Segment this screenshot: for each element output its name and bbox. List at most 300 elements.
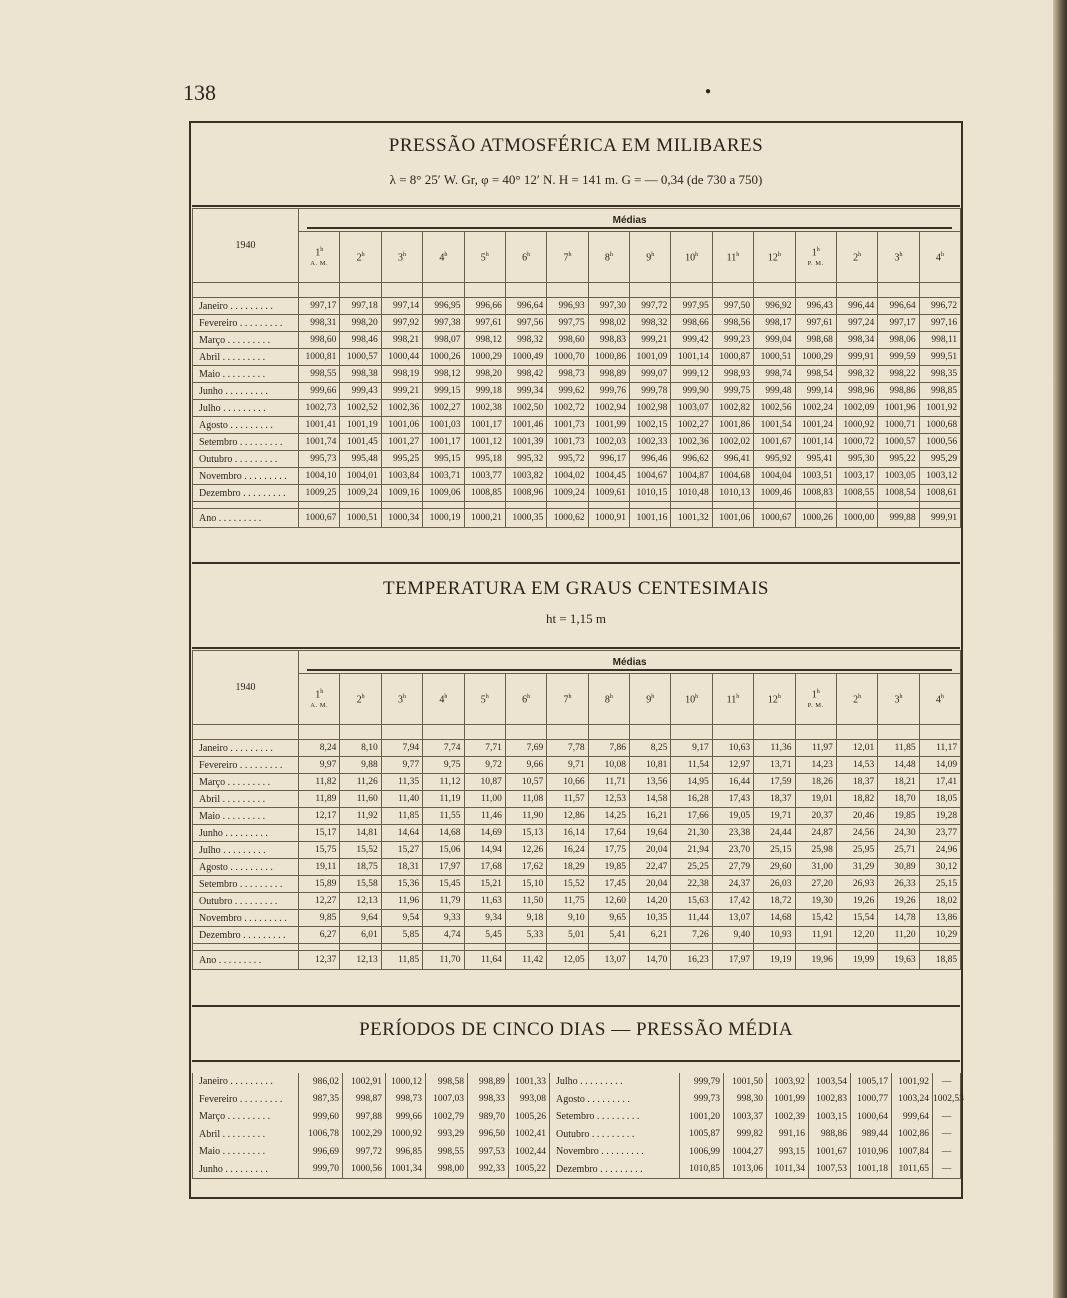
value-cell: 1007,03 [426, 1091, 468, 1109]
value-cell: 5,85 [381, 927, 422, 944]
value-cell: 1001,45 [340, 434, 381, 451]
table-row [193, 451, 961, 468]
table-row [193, 383, 961, 400]
value-cell: 996,64 [505, 298, 546, 315]
value-cell: 15,17 [299, 825, 340, 842]
value-cell: 999,51 [919, 349, 961, 366]
temperature-top-rule [192, 647, 960, 649]
value-cell: 998,12 [464, 332, 505, 349]
temperature-table [192, 650, 961, 970]
value-cell: 995,32 [505, 451, 546, 468]
value-cell: 13,07 [588, 951, 629, 970]
table-row [193, 1126, 961, 1144]
value-cell: 1010,96 [851, 1143, 892, 1161]
table-row [193, 468, 961, 485]
value-cell: 19,64 [630, 825, 671, 842]
value-cell: 31,00 [795, 859, 836, 876]
value-cell: 17,97 [712, 951, 753, 970]
value-cell: 1002,03 [588, 434, 629, 451]
value-cell: 1004,67 [630, 468, 671, 485]
value-cell: 999,88 [878, 509, 919, 528]
value-cell: 1009,25 [299, 485, 340, 502]
value-cell: 15,54 [836, 910, 877, 927]
hour-suffix: h [858, 694, 862, 701]
hour-number: 3 [894, 694, 900, 706]
month-label: Agosto . . . . . . . . . [550, 1091, 680, 1109]
pressure-title: PRESSÃO ATMOSFÉRICA EM MILIBARES [388, 135, 764, 156]
value-cell: 14,68 [423, 825, 464, 842]
value-cell: 9,88 [340, 757, 381, 774]
value-cell: 997,30 [588, 298, 629, 315]
value-cell: 19,28 [919, 808, 961, 825]
year-header: 1940 [193, 651, 299, 725]
table-row [193, 349, 961, 366]
month-label: Dezembro . . . . . . . . . [193, 485, 299, 502]
value-cell: 11,63 [464, 893, 505, 910]
month-label: Março . . . . . . . . . [193, 774, 299, 791]
value-cell: 14,95 [671, 774, 712, 791]
value-cell: 991,16 [767, 1126, 809, 1144]
value-cell: 1003,37 [724, 1108, 767, 1126]
value-cell: 996,66 [464, 298, 505, 315]
table-row [193, 1143, 961, 1161]
value-cell: 1008,96 [505, 485, 546, 502]
value-cell: 996,44 [836, 298, 877, 315]
book-gutter [1053, 0, 1067, 1298]
value-cell: 1002,29 [343, 1126, 386, 1144]
value-cell: 9,66 [505, 757, 546, 774]
value-cell: 995,15 [423, 451, 464, 468]
value-cell: 1001,16 [630, 509, 671, 528]
hour-number: 3 [397, 252, 403, 264]
month-label: Março . . . . . . . . . [193, 332, 299, 349]
value-cell: 11,79 [423, 893, 464, 910]
value-cell: 11,19 [423, 791, 464, 808]
hour-suffix: h [695, 694, 699, 701]
value-cell: 25,95 [836, 842, 877, 859]
value-cell: 998,30 [724, 1091, 767, 1109]
value-cell: — [933, 1161, 961, 1179]
value-cell: 18,75 [340, 859, 381, 876]
hour-header [919, 232, 961, 283]
value-cell: 998,73 [547, 366, 588, 383]
value-cell: 30,12 [919, 859, 961, 876]
hour-number: 12 [767, 694, 778, 706]
table-row [193, 951, 961, 970]
value-cell: 17,64 [588, 825, 629, 842]
hour-header [299, 232, 340, 283]
month-label: Setembro . . . . . . . . . [550, 1108, 680, 1126]
value-cell: 9,17 [671, 740, 712, 757]
value-cell: 1013,06 [724, 1161, 767, 1179]
value-cell: 1000,71 [878, 417, 919, 434]
value-cell: 1000,29 [795, 349, 836, 366]
value-cell: 1002,53 [933, 1091, 961, 1109]
hour-header [340, 674, 381, 725]
value-cell: 999,82 [724, 1126, 767, 1144]
value-cell: 17,41 [919, 774, 961, 791]
table-row [193, 485, 961, 502]
value-cell: 1000,19 [423, 509, 464, 528]
hour-header [919, 674, 961, 725]
value-cell: 27,20 [795, 876, 836, 893]
value-cell: 998,31 [299, 315, 340, 332]
value-cell: 1000,26 [795, 509, 836, 528]
value-cell: 999,15 [423, 383, 464, 400]
hour-header [547, 232, 588, 283]
value-cell: 11,20 [878, 927, 919, 944]
value-cell: 9,97 [299, 757, 340, 774]
value-cell: 999,04 [754, 332, 795, 349]
hour-number: 2 [853, 694, 859, 706]
value-cell: 11,40 [381, 791, 422, 808]
value-cell: 24,56 [836, 825, 877, 842]
hour-number: 7 [563, 694, 569, 706]
value-cell: 11,85 [381, 808, 422, 825]
temperature-bottom-rule [192, 1005, 960, 1007]
value-cell: 1000,26 [423, 349, 464, 366]
hour-header [340, 232, 381, 283]
value-cell: 17,43 [712, 791, 753, 808]
value-cell: 19,19 [754, 951, 795, 970]
value-cell: 1002,27 [671, 417, 712, 434]
value-cell: 1000,64 [851, 1108, 892, 1126]
value-cell: 9,64 [340, 910, 381, 927]
month-label: Novembro . . . . . . . . . [193, 468, 299, 485]
hour-header [464, 674, 505, 725]
hour-suffix: h [816, 246, 820, 253]
value-cell: 11,12 [423, 774, 464, 791]
value-cell: 999,60 [299, 1108, 343, 1126]
value-cell: 998,60 [299, 332, 340, 349]
value-cell: 1000,92 [386, 1126, 426, 1144]
hour-header [630, 674, 671, 725]
hour-suffix: h [320, 246, 324, 253]
value-cell: 13,71 [754, 757, 795, 774]
value-cell: 1001,03 [423, 417, 464, 434]
value-cell: 1000,56 [919, 434, 961, 451]
hour-number: 3 [894, 252, 900, 264]
value-cell: 992,33 [468, 1161, 509, 1179]
hour-suffix: h [402, 252, 406, 259]
value-cell: 999,23 [712, 332, 753, 349]
value-cell: 998,83 [588, 332, 629, 349]
hour-number: 1 [315, 247, 321, 259]
value-cell: 23,77 [919, 825, 961, 842]
value-cell: 995,18 [464, 451, 505, 468]
value-cell: 12,86 [547, 808, 588, 825]
value-cell: 14,70 [630, 951, 671, 970]
value-cell: 15,13 [505, 825, 546, 842]
value-cell: 15,27 [381, 842, 422, 859]
value-cell: 9,34 [464, 910, 505, 927]
hour-number: 4 [439, 694, 445, 706]
value-cell: 1001,27 [381, 434, 422, 451]
value-cell: 1011,34 [767, 1161, 809, 1179]
pressure-table [192, 208, 961, 528]
hour-suffix: h [816, 688, 820, 695]
month-label: Outubro . . . . . . . . . [193, 451, 299, 468]
value-cell: 999,90 [671, 383, 712, 400]
value-cell: 8,10 [340, 740, 381, 757]
hour-header [836, 232, 877, 283]
value-cell: 17,45 [588, 876, 629, 893]
ink-dot: ● [705, 86, 712, 97]
value-cell: — [933, 1126, 961, 1144]
value-cell: 19,26 [878, 893, 919, 910]
medias-brace [307, 221, 952, 229]
value-cell: 15,89 [299, 876, 340, 893]
value-cell: 9,10 [547, 910, 588, 927]
hour-header [423, 232, 464, 283]
value-cell: 1005,87 [680, 1126, 724, 1144]
hour-number: 10 [685, 694, 696, 706]
value-cell: 995,72 [547, 451, 588, 468]
table-row [193, 927, 961, 944]
value-cell: 19,05 [712, 808, 753, 825]
value-cell: 1010,85 [680, 1161, 724, 1179]
value-cell: 11,42 [505, 951, 546, 970]
value-cell: 1010,13 [712, 485, 753, 502]
value-cell: 1004,04 [754, 468, 795, 485]
value-cell: 9,33 [423, 910, 464, 927]
value-cell: 14,25 [588, 808, 629, 825]
value-cell: 16,23 [671, 951, 712, 970]
value-cell: 1001,67 [809, 1143, 851, 1161]
value-cell: 998,38 [340, 366, 381, 383]
value-cell: 997,61 [795, 315, 836, 332]
value-cell: 5,01 [547, 927, 588, 944]
table-row [193, 910, 961, 927]
value-cell: 10,29 [919, 927, 961, 944]
value-cell: 17,75 [588, 842, 629, 859]
month-label: Setembro . . . . . . . . . [193, 434, 299, 451]
value-cell: 10,08 [588, 757, 629, 774]
value-cell: 1003,05 [878, 468, 919, 485]
value-cell: 1000,77 [851, 1091, 892, 1109]
value-cell: 1003,15 [809, 1108, 851, 1126]
value-cell: 11,00 [464, 791, 505, 808]
value-cell: 1003,07 [671, 400, 712, 417]
hour-suffix: h [485, 694, 489, 701]
value-cell: 1002,27 [423, 400, 464, 417]
value-cell: 1009,24 [340, 485, 381, 502]
month-label: Novembro . . . . . . . . . [550, 1143, 680, 1161]
table-row [193, 774, 961, 791]
month-label: Janeiro . . . . . . . . . [193, 298, 299, 315]
hour-header [878, 674, 919, 725]
value-cell: 24,87 [795, 825, 836, 842]
value-cell: 996,43 [795, 298, 836, 315]
value-cell: 11,85 [878, 740, 919, 757]
value-cell: 1001,06 [381, 417, 422, 434]
value-cell: 996,41 [712, 451, 753, 468]
month-label: Fevereiro . . . . . . . . . [193, 757, 299, 774]
month-label: Fevereiro . . . . . . . . . [193, 315, 299, 332]
value-cell: 18,82 [836, 791, 877, 808]
hour-suffix: h [444, 694, 448, 701]
month-label: Junho . . . . . . . . . [193, 825, 299, 842]
value-cell: 1001,06 [712, 509, 753, 528]
month-label: Fevereiro . . . . . . . . . [193, 1091, 299, 1109]
value-cell: 1000,70 [547, 349, 588, 366]
value-cell: 1000,67 [299, 509, 340, 528]
hour-suffix: h [858, 252, 862, 259]
value-cell: 997,72 [343, 1143, 386, 1161]
value-cell: 7,94 [381, 740, 422, 757]
value-cell: 12,05 [547, 951, 588, 970]
value-cell: 1000,87 [712, 349, 753, 366]
value-cell: 25,15 [919, 876, 961, 893]
value-cell: 1004,45 [588, 468, 629, 485]
hour-header [381, 674, 422, 725]
value-cell: 14,68 [754, 910, 795, 927]
value-cell: 1001,92 [919, 400, 961, 417]
value-cell: 8,25 [630, 740, 671, 757]
value-cell: 1008,61 [919, 485, 961, 502]
table-row [193, 859, 961, 876]
value-cell: 1008,54 [878, 485, 919, 502]
value-cell: 10,93 [754, 927, 795, 944]
hour-header [505, 232, 546, 283]
value-cell: 11,50 [505, 893, 546, 910]
value-cell: 1001,32 [671, 509, 712, 528]
value-cell: 998,42 [505, 366, 546, 383]
value-cell: 997,75 [547, 315, 588, 332]
value-cell: 998,89 [588, 366, 629, 383]
value-cell: 15,52 [547, 876, 588, 893]
value-cell: 11,96 [381, 893, 422, 910]
table-row [193, 825, 961, 842]
value-cell: 18,02 [919, 893, 961, 910]
value-cell: 11,85 [381, 951, 422, 970]
value-cell: 15,10 [505, 876, 546, 893]
hour-number: 7 [563, 252, 569, 264]
hour-suffix: h [695, 252, 699, 259]
value-cell: 1002,02 [712, 434, 753, 451]
value-cell: 14,94 [464, 842, 505, 859]
month-label: Agosto . . . . . . . . . [193, 859, 299, 876]
table-row [193, 298, 961, 315]
month-label: Ano . . . . . . . . . [193, 509, 299, 528]
value-cell: 1001,99 [767, 1091, 809, 1109]
value-cell: 1001,34 [386, 1161, 426, 1179]
value-cell: 1002,86 [892, 1126, 933, 1144]
value-cell: — [933, 1108, 961, 1126]
value-cell: 993,08 [509, 1091, 550, 1109]
five-day-top-rule [192, 1060, 960, 1062]
value-cell: 1006,78 [299, 1126, 343, 1144]
value-cell: 997,56 [505, 315, 546, 332]
month-label: Novembro . . . . . . . . . [193, 910, 299, 927]
value-cell: 1000,86 [588, 349, 629, 366]
value-cell: 10,81 [630, 757, 671, 774]
value-cell: 997,61 [464, 315, 505, 332]
value-cell: 10,35 [630, 910, 671, 927]
value-cell: 998,21 [381, 332, 422, 349]
value-cell: 998,12 [423, 366, 464, 383]
value-cell: 12,27 [299, 893, 340, 910]
value-cell: 997,14 [381, 298, 422, 315]
hour-ampm: P. M. [807, 260, 824, 268]
hour-suffix: h [736, 252, 740, 259]
value-cell: 12,37 [299, 951, 340, 970]
value-cell: 30,89 [878, 859, 919, 876]
table-row [193, 808, 961, 825]
hour-number: 1 [811, 689, 817, 701]
table-row [193, 434, 961, 451]
medias-header: Médias [299, 651, 961, 674]
hour-number: 11 [726, 694, 737, 706]
value-cell: 999,14 [795, 383, 836, 400]
value-cell: 996,50 [468, 1126, 509, 1144]
value-cell: 11,64 [464, 951, 505, 970]
value-cell: 996,93 [547, 298, 588, 315]
value-cell: 998,20 [464, 366, 505, 383]
value-cell: 1002,39 [767, 1108, 809, 1126]
value-cell: 993,15 [767, 1143, 809, 1161]
five-day-table [192, 1073, 964, 1179]
value-cell: 7,26 [671, 927, 712, 944]
hour-header [423, 674, 464, 725]
value-cell: 1002,50 [505, 400, 546, 417]
value-cell: 20,04 [630, 842, 671, 859]
value-cell: 5,33 [505, 927, 546, 944]
hour-number: 6 [522, 252, 528, 264]
hour-header [464, 232, 505, 283]
hour-suffix: h [320, 688, 324, 695]
value-cell: 27,79 [712, 859, 753, 876]
value-cell: 1001,99 [588, 417, 629, 434]
value-cell: 8,24 [299, 740, 340, 757]
value-cell: 1003,71 [423, 468, 464, 485]
hour-number: 8 [604, 252, 610, 264]
hour-suffix: h [777, 252, 781, 259]
month-label: Julho . . . . . . . . . [193, 400, 299, 417]
hour-number: 3 [397, 694, 403, 706]
month-label: Junho . . . . . . . . . [193, 383, 299, 400]
value-cell: 14,20 [630, 893, 671, 910]
hour-number: 12 [767, 252, 778, 264]
month-label: Março . . . . . . . . . [193, 1108, 299, 1126]
value-cell: 1002,36 [671, 434, 712, 451]
month-label: Janeiro . . . . . . . . . [193, 740, 299, 757]
value-cell: 1003,24 [892, 1091, 933, 1109]
value-cell: 5,41 [588, 927, 629, 944]
value-cell: 11,71 [588, 774, 629, 791]
hour-suffix: h [899, 694, 903, 701]
five-day-title: PERÍODOS DE CINCO DIAS — PRESSÃO MÉDIA [359, 1019, 793, 1040]
hour-number: 5 [480, 694, 486, 706]
hour-header [795, 232, 836, 283]
value-cell: 989,44 [851, 1126, 892, 1144]
value-cell: 997,53 [468, 1143, 509, 1161]
value-cell: 1005,26 [509, 1108, 550, 1126]
value-cell: 19,96 [795, 951, 836, 970]
hour-header [381, 232, 422, 283]
value-cell: 1000,21 [464, 509, 505, 528]
value-cell: 13,07 [712, 910, 753, 927]
value-cell: 1004,02 [547, 468, 588, 485]
hour-header [299, 674, 340, 725]
table-row [193, 332, 961, 349]
value-cell: 1001,96 [878, 400, 919, 417]
value-cell: 21,94 [671, 842, 712, 859]
value-cell: 6,21 [630, 927, 671, 944]
value-cell: 10,63 [712, 740, 753, 757]
value-cell: 10,57 [505, 774, 546, 791]
value-cell: 24,37 [712, 876, 753, 893]
